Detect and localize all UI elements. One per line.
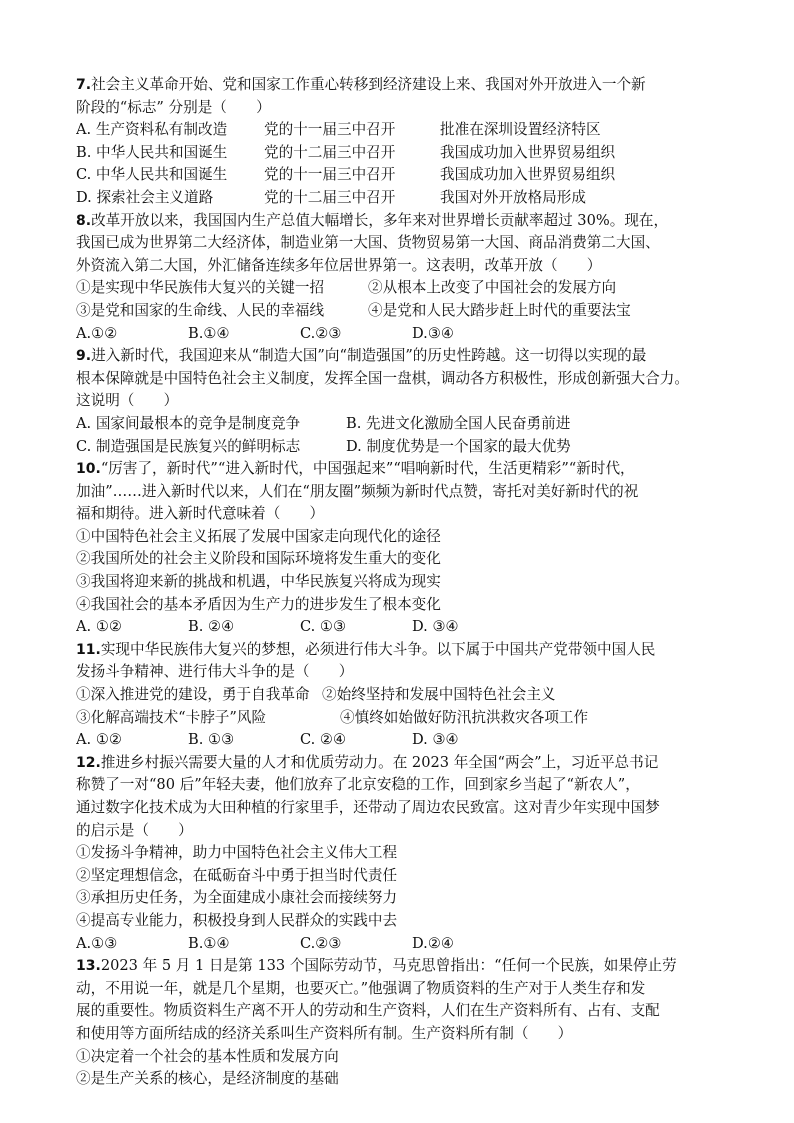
statement: ④提高专业能力，积极投身到人民群众的实践中去 [76, 911, 398, 929]
question-number: 9. [76, 348, 92, 365]
statement: ②坚定理想信念，在砥砺奋斗中勇于担当时代责任 [76, 866, 398, 884]
exam-page [76, 74, 724, 1091]
question-stem: 这说明（ ） [76, 392, 179, 410]
question-stem: 13.2023 年 5 月 1 日是第 133 个国际劳动节，马克思曾指出：“任何一个民族，如果停止劳 [76, 957, 677, 975]
question-10 [76, 458, 724, 639]
question-stem: 11.实现中华民族伟大复兴的梦想，必须进行伟大斗争。以下属于中国共产党带领中国人民 [76, 640, 656, 658]
question-stem: 和使用等方面所结成的经济关系叫生产资料所有制。生产资料所有制（ ） [76, 1024, 573, 1042]
question-11 [76, 639, 724, 752]
statement: ③承担历史任务，为全面建成小康社会而接续努力 [76, 889, 398, 907]
question-stem: 8.改革开放以来，我国国内生产总值大幅增长，多年来对世界增长贡献率超过 30%。现在， [76, 211, 669, 229]
answer-options: A.①② B.①④ C.②③ D.③④ [76, 324, 454, 342]
question-number: 8. [76, 212, 92, 229]
question-stem: 展的重要性。物质资料生产离不开人的劳动和生产资料，人们在生产资料所有、占有、支配 [76, 1002, 660, 1020]
statement-row: ①是实现中华民族伟大复兴的关键一招 ②从根本上改变了中国社会的发展方向 [76, 279, 617, 297]
question-13 [76, 955, 724, 1091]
option-row: C. 中华人民共和国诞生 党的十一届三中召开 我国成功加入世界贸易组织 [76, 166, 616, 184]
question-12 [76, 752, 724, 955]
statement: ①中国特色社会主义拓展了发展中国家走向现代化的途径 [76, 527, 441, 545]
statement-row: ③化解高端技术“卡脖子”风险 ④慎终如始做好防汛抗洪救灾各项工作 [76, 708, 589, 726]
statement: ③我国将迎来新的挑战和机遇，中华民族复兴将成为现实 [76, 573, 441, 591]
statement: ②我国所处的社会主义阶段和国际环境将发生重大的变化 [76, 550, 441, 568]
question-number: 7. [76, 77, 92, 93]
question-9 [76, 345, 724, 458]
statement-row: ③是党和国家的生命线、人民的幸福线 ④是党和人民大踏步赶上时代的重要法宝 [76, 301, 631, 319]
answer-options: A. ①② B. ②④ C. ①③ D. ③④ [76, 618, 459, 636]
question-stem: 10.“厉害了，新时代”“进入新时代，中国强起来”“唱响新时代，生活更精彩”“新时代， [76, 460, 635, 478]
question-8 [76, 210, 724, 346]
question-number: 10. [76, 461, 101, 478]
statement: ④我国社会的基本矛盾因为生产力的进步发生了根本变化 [76, 595, 441, 613]
question-number: 13. [76, 958, 101, 975]
statement: ②是生产关系的核心，是经济制度的基础 [76, 1070, 339, 1088]
option-row: A. 国家间最根本的竞争是制度竞争 B. 先进文化激励全国人民奋勇前进 [76, 414, 571, 432]
statement-row: ①深入推进党的建设，勇于自我革命 ②始终坚持和发展中国特色社会主义 [76, 686, 556, 704]
question-stem: 7.社会主义革命开始、党和国家工作重心转移到经济建设上来、我国对外开放进入一个新 [76, 76, 646, 93]
question-number: 12. [76, 754, 101, 771]
question-stem: 9.进入新时代，我国迎来从“制造大国”向“制造强国”的历史性跨越。这一切得以实现的最 [76, 347, 647, 365]
question-stem: 的启示是（ ） [76, 821, 193, 839]
question-stem: 根本保障就是中国特色社会主义制度，发挥全国一盘棋，调动各方积极性，形成创新强大合力。 [76, 369, 689, 387]
answer-options: A.①③ B.①④ C.②③ D.②④ [76, 934, 454, 952]
question-stem: 发扬斗争精神、进行伟大斗争的是（ ） [76, 663, 354, 681]
option-row: B. 中华人民共和国诞生 党的十二届三中召开 我国成功加入世界贸易组织 [76, 143, 616, 161]
question-stem: 动，不用说一年，就是几个星期，也要灭亡。”他强调了物质资料的生产对于人类生存和发 [76, 979, 646, 997]
answer-options: A. ①② B. ①③ C. ②④ D. ③④ [76, 731, 459, 749]
question-stem: 阶段的“标志” 分别是（ ） [76, 98, 271, 116]
question-stem: 称赞了一对“80 后”年轻夫妻，他们放弃了北京安稳的工作，回到家乡当起了“新农人”， [76, 776, 640, 794]
option-row: C. 制造强国是民族复兴的鲜明标志 D. 制度优势是一个国家的最大优势 [76, 437, 571, 455]
option-row: D. 探索社会主义道路 党的十二届三中召开 我国对外开放格局形成 [76, 188, 586, 206]
question-stem: 外资流入第二大国，外汇储备连续多年位居世界第一。这表明，改革开放（ ） [76, 256, 602, 274]
question-stem: 我国已成为世界第二大经济体，制造业第一大国、货物贸易第一大国、商品消费第二大国、 [76, 234, 660, 252]
statement: ①发扬斗争精神，助力中国特色社会主义伟大工程 [76, 844, 398, 862]
question-stem: 加油”……进入新时代以来，人们在“朋友圈”频频为新时代点赞，寄托对美好新时代的祝 [76, 482, 639, 500]
question-stem: 福和期待。进入新时代意味着（ ） [76, 505, 325, 523]
question-stem: 12.推进乡村振兴需要大量的人才和优质劳动力。在 2023 年全国“两会”上，习近平总书记 [76, 753, 659, 771]
option-row: A. 生产资料私有制改造 党的十一届三中召开 批准在深圳设置经济特区 [76, 121, 601, 139]
question-number: 11. [76, 641, 101, 658]
question-stem: 通过数字化技术成为大田种植的行家里手，还带动了周边农民致富。这对青少年实现中国梦 [76, 799, 660, 816]
statement: ①决定着一个社会的基本性质和发展方向 [76, 1047, 339, 1065]
question-7 [76, 74, 724, 210]
